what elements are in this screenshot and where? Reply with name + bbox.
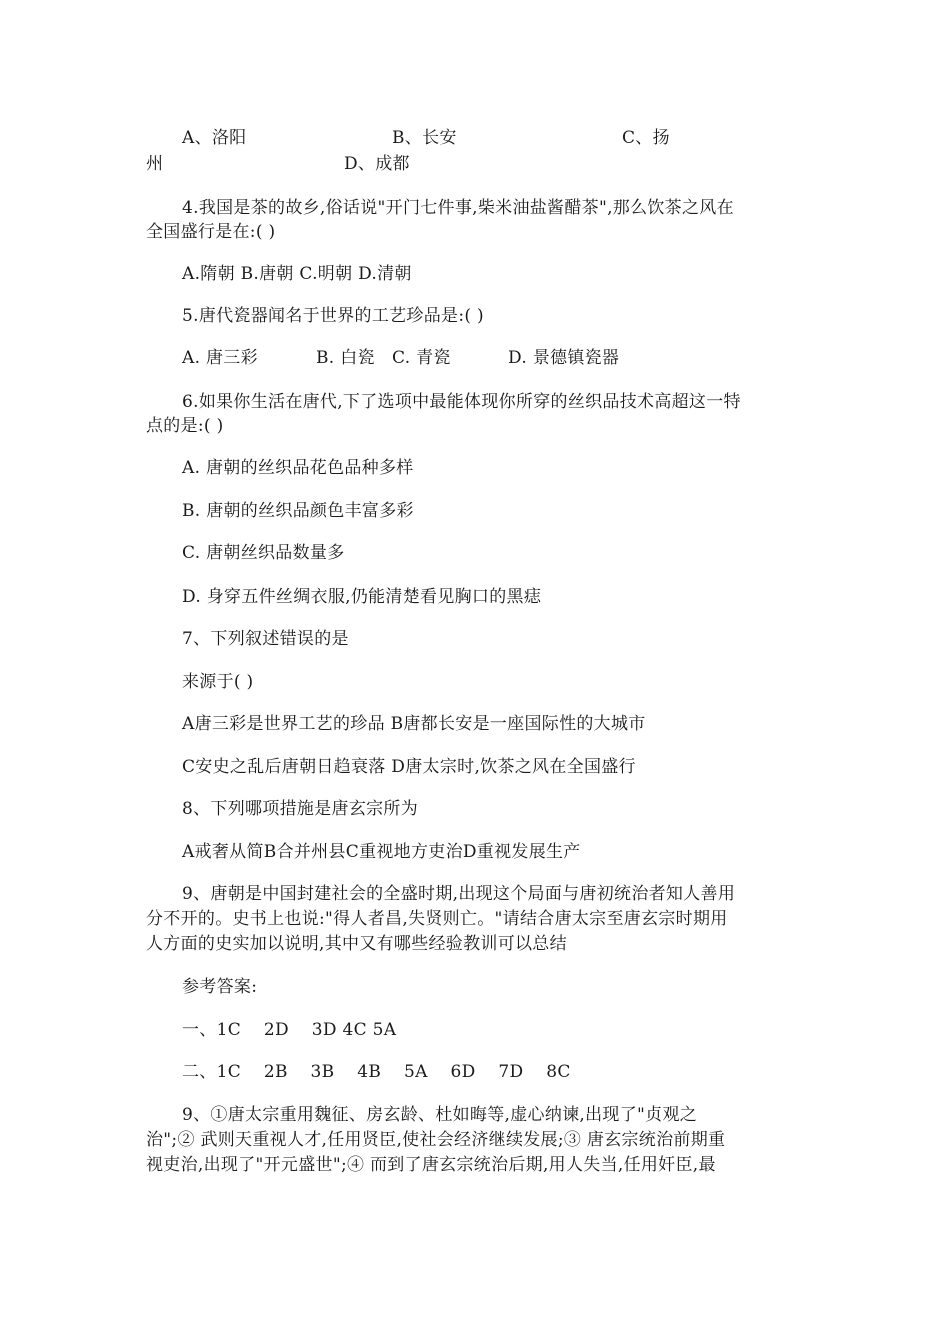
q7-source: 来源于( ) bbox=[182, 672, 254, 692]
q5-option-a: A. 唐三彩 bbox=[182, 348, 258, 368]
q5-option-b: B. 白瓷 bbox=[316, 348, 375, 368]
q3-option-a: A、洛阳 bbox=[182, 128, 247, 148]
q8-text: 8、下列哪项措施是唐玄宗所为 bbox=[182, 799, 419, 819]
q6-option-c: C. 唐朝丝织品数量多 bbox=[182, 543, 345, 563]
q6-option-a: A. 唐朝的丝织品花色品种多样 bbox=[182, 458, 414, 478]
q9-text-line3: 人方面的史实加以说明,其中又有哪些经验教训可以总结 bbox=[146, 934, 567, 954]
q3-option-c: C、扬 bbox=[622, 128, 670, 148]
q6-text-line2: 点的是:( ) bbox=[146, 416, 224, 436]
q7-options-ab: A唐三彩是世界工艺的珍品 B唐都长安是一座国际性的大城市 bbox=[182, 714, 646, 734]
q7-options-cd: C安史之乱后唐朝日趋衰落 D唐太宗时,饮茶之风在全国盛行 bbox=[182, 757, 636, 777]
q4-text-line1: 4.我国是茶的故乡,俗话说"开门七件事,柴米油盐酱醋茶",那么饮茶之风在 bbox=[182, 198, 734, 218]
answers-q9-line1: 9、①唐太宗重用魏征、房玄龄、杜如晦等,虚心纳谏,出现了"贞观之 bbox=[182, 1105, 698, 1125]
q5-option-c: C. 青瓷 bbox=[392, 348, 451, 368]
q6-option-b: B. 唐朝的丝织品颜色丰富多彩 bbox=[182, 501, 414, 521]
q4-options: A.隋朝 B.唐朝 C.明朝 D.清朝 bbox=[182, 264, 412, 284]
q3-option-b: B、长安 bbox=[392, 128, 457, 148]
q6-option-d: D. 身穿五件丝绸衣服,仍能清楚看见胸口的黑痣 bbox=[182, 587, 542, 607]
q7-text: 7、下列叙述错误的是 bbox=[182, 629, 349, 649]
q9-text-line2: 分不开的。史书上也说:"得人者昌,失贤则亡。"请结合唐太宗至唐玄宗时期用 bbox=[146, 909, 728, 929]
q5-text: 5.唐代瓷器闻名于世界的工艺珍品是:( ) bbox=[182, 306, 484, 326]
q9-text-line1: 9、唐朝是中国封建社会的全盛时期,出现这个局面与唐初统治者知人善用 bbox=[182, 884, 736, 904]
q3-option-c-cont: 州 bbox=[146, 154, 164, 174]
q4-text-line2: 全国盛行是在:( ) bbox=[146, 222, 276, 242]
answers-part2: 二、1C 2B 3B 4B 5A 6D 7D 8C bbox=[182, 1062, 571, 1082]
answers-heading: 参考答案: bbox=[182, 977, 258, 997]
answers-q9-line2: 治";② 武则天重视人才,任用贤臣,使社会经济继续发展;③ 唐玄宗统治前期重 bbox=[146, 1130, 726, 1150]
answers-q9-line3: 视吏治,出现了"开元盛世";④ 而到了唐玄宗统治后期,用人失当,任用奸臣,最 bbox=[146, 1155, 716, 1175]
q6-text-line1: 6.如果你生活在唐代,下了选项中最能体现你所穿的丝织品技术高超这一特 bbox=[182, 392, 741, 412]
answers-part1: 一、1C 2D 3D 4C 5A bbox=[182, 1020, 397, 1040]
q5-option-d: D. 景德镇瓷器 bbox=[508, 348, 620, 368]
q3-option-d: D、成都 bbox=[344, 154, 410, 174]
q8-options: A戒奢从简B合并州县C重视地方吏治D重视发展生产 bbox=[182, 842, 581, 862]
